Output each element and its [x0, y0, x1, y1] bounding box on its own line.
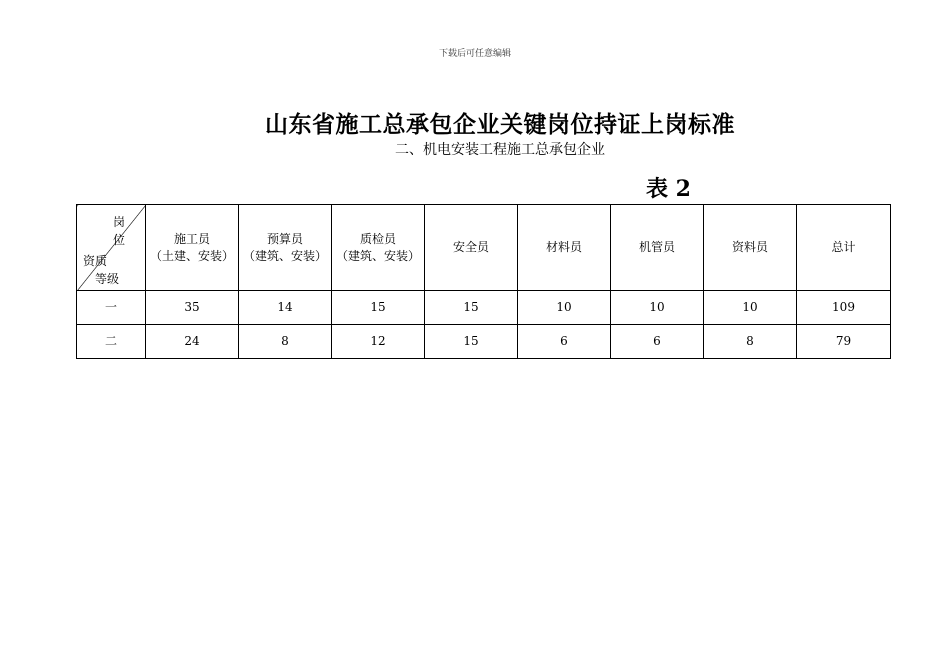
corner-position-label: 岗 位: [112, 215, 125, 247]
col-header-quality: 质检员 （建筑、安装）: [332, 205, 425, 291]
table-header-row: [77, 205, 891, 291]
value-cell: 10: [611, 291, 704, 325]
value-cell: 10: [518, 291, 611, 325]
corner-grade-label: 资质 等级: [83, 254, 120, 286]
page-title: 山东省施工总承包企业关键岗位持证上岗标准: [265, 111, 735, 138]
value-cell: 14: [239, 291, 332, 325]
value-cell: 12: [332, 325, 425, 359]
table-row: [77, 291, 891, 325]
value-cell: 24: [146, 325, 239, 359]
col-header-total: 总计: [797, 205, 891, 291]
value-cell: 6: [518, 325, 611, 359]
certification-table: [76, 204, 891, 359]
value-cell: 15: [332, 291, 425, 325]
grade-cell: 一: [77, 291, 146, 325]
page-subtitle: 二、机电安装工程施工总承包企业: [395, 142, 605, 158]
value-cell: 10: [704, 291, 797, 325]
value-cell: 15: [425, 291, 518, 325]
table-label: 表 2: [646, 176, 691, 202]
col-header-materials: 材料员: [518, 205, 611, 291]
total-cell: 109: [797, 291, 891, 325]
value-cell: 8: [704, 325, 797, 359]
col-header-construction: 施工员 （土建、安装）: [146, 205, 239, 291]
col-header-budget: 预算员 （建筑、安装）: [239, 205, 332, 291]
col-header-safety: 安全员: [425, 205, 518, 291]
value-cell: 6: [611, 325, 704, 359]
value-cell: 35: [146, 291, 239, 325]
table-row: [77, 325, 891, 359]
value-cell: 15: [425, 325, 518, 359]
header-note: 下载后可任意编辑: [438, 49, 511, 59]
col-header-documents: 资料员: [704, 205, 797, 291]
corner-header-cell: [77, 205, 146, 291]
grade-cell: 二: [77, 325, 146, 359]
col-header-machinery: 机管员: [611, 205, 704, 291]
value-cell: 8: [239, 325, 332, 359]
total-cell: 79: [797, 325, 891, 359]
